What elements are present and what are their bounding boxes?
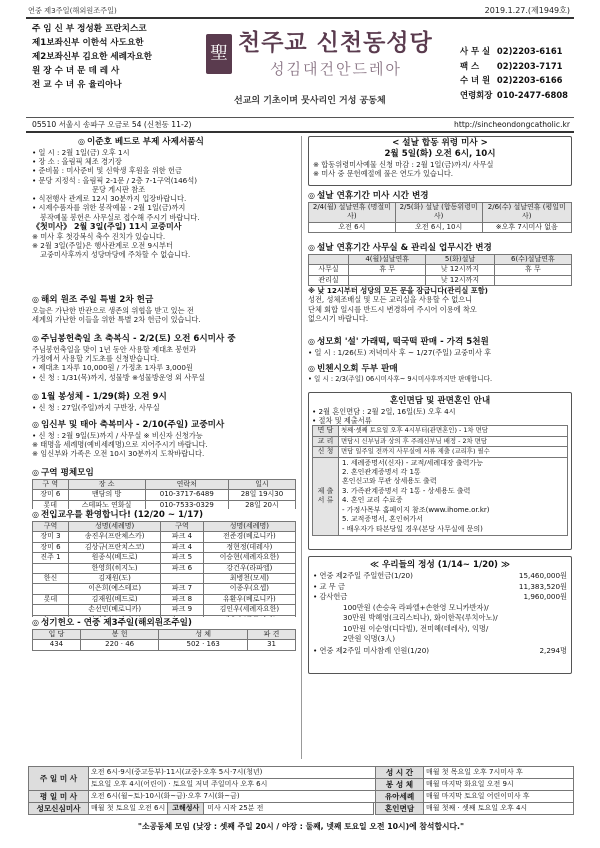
text-line: 단체 회합 일시를 반드시 변경하여 주시어 이용에 착오 [308,304,477,314]
table-cell: 220 · 46 [80,640,158,650]
table-row [29,791,574,803]
table-cell: 김재원(도) [69,574,161,584]
table-cell: 스테파노 연화실 [68,500,145,509]
table-row [33,605,296,615]
table-cell: 이승현(세례자요한) [203,553,295,563]
contact-value: 02)2203-7171 [496,60,563,71]
table-cell: 김상규(프란치스코) [69,542,161,552]
text-line: ※ 임신부와 가족은 오전 10시 30분까지 도착바랍니다. [32,449,205,459]
table-header: 입 당 [33,630,81,640]
contact-funeral [460,88,600,103]
doc-line: 2. 혼인관계증명서 각 1통 [342,468,421,477]
offering-item: • 감사헌금 1,960,000원 [313,592,567,601]
table-cell: 강건우(라파엘) [203,563,295,573]
schedule-label: 성모신심미사 [29,803,89,815]
clergy-line: 제2보좌신부 김요한 세례자요한 [32,52,152,62]
office-hours-table [308,254,572,286]
table-cell: 유환우(베로니카) [203,594,295,604]
table-cell: 오전 6시, 10시 [395,222,482,232]
contact-label: 사 무 실 [460,46,491,56]
table-cell: 휴 무 [349,265,426,275]
contact-label: 연령회장 [460,89,493,100]
text-line: 세계의 가난한 이들을 위한 특별 2차 헌금이 있습니다. [32,315,201,325]
text-line: 성전, 성체조배실 및 모든 교리실을 사용할 수 없으니 [308,295,473,305]
table-cell: 오전 6시 [309,222,396,232]
schedule-value: 오전 6시(월~토)·10시(화~금)·오후 7시(화~금) [89,791,376,803]
table-row [313,436,568,446]
table-header: 4(월)설날연휴 [349,255,426,265]
section-title: ◎ 전입교우를 환영합니다! (12/20 ~ 1/17) [32,510,204,520]
clergy-line: 제1보좌신부 이한석 사도요한 [32,38,144,48]
table-cell: 김인우(세례자요한) [203,605,295,615]
table-cell: 진주 1 [33,553,69,563]
section-marriage [308,392,572,550]
text-line: • 식전행사 관계로 12시 30분까지 입장바랍니다. [32,194,187,204]
schedule-label: 성 시 간 [376,767,424,779]
section-memorial-mass [308,136,572,186]
bullet-icon: ◎ [78,137,85,146]
table-row [29,767,574,779]
table-cell: 이은희(예스테르) [69,584,161,594]
top-rule [26,17,574,19]
mass-schedule [28,766,574,832]
text-line: ※ 2월 3일(주일)은 행사관계로 오전 9시부터 [32,241,173,251]
table-cell: 장미 6 [33,490,69,500]
contact-convent [460,73,600,88]
table-header: 신 청 [313,447,339,457]
motto: 선교의 기초이며 뭇사리인 거성 공동체 [234,96,386,106]
section-overseas-aid [32,294,296,333]
section-title: ◎ 주님봉헌축일 초 축복식 - 2/2(토) 오전 6시미사 중 [32,334,236,344]
section-office-hours [308,242,572,336]
schedule-value: 매월 첫째 · 셋째 토요일 오후 4시 [424,803,574,815]
text-line: 주님봉헌축일을 맞이 1년 동안 사용할 제대초 봉헌과 [32,345,197,354]
table-cell: 파크 6 [161,563,203,573]
doc-line: 5. 교적증명서, 혼인허가서 [342,515,423,524]
table-header: 제 출 서 류 [313,457,339,535]
offering-item: • 연중 제2주일 미사참례 인원(1/20) 2,294명 [313,645,567,655]
header-rule [26,131,574,133]
schedule-value: 매월 마지막 화요일 오전 9시 [424,779,574,791]
contact-fax [460,59,600,74]
table-row [33,584,296,594]
schedule-value: 매월 첫 목요일 오후 7시미사 후 [424,767,574,779]
table-row [33,594,296,604]
table-row [313,457,568,535]
table-header: 6(수)설날연휴 [494,255,571,265]
memorial-date: 2월 5일(화) 오전 6시, 10시 [384,149,496,159]
holiday-mass-table [308,202,572,233]
text-line: • 장 소 : 올림픽 체조 경기장 [32,157,122,167]
address: 05510 서울시 송파구 오금로 54 (신천동 11-2) [32,120,192,129]
table-row [33,563,296,573]
text-line: 10만원 이순영(디다빌), 전미혜(데레사), 익명/ [343,623,489,633]
table-header: 구 역 [33,480,69,490]
website-link[interactable]: http://sincheondongcatholic.kr [454,120,570,129]
table-cell: 관리실 [309,275,349,285]
text-line: • 신 청 : 2월 9일(토)까지 / 사무실 ※ 비신자 신청가능 [32,431,203,440]
text-line: 교중미사후까지 성당마당에 주차할 수 없습니다. [40,250,191,260]
table-row [29,779,574,791]
table-header: 성명(세례명) [203,522,295,532]
week-label: 연중 제3주일(해외원조주일) [28,6,117,15]
table-cell: 맨담의 방 [68,490,145,500]
table-row [29,803,574,815]
table-cell: 손선민(베로니카) [69,605,161,615]
table-header: 2/4(월) 설날연휴 (명절미사) [309,203,396,223]
table-header: 구역 [33,522,69,532]
table-cell: 첫째·셋째 토요일 오후 4시부터(관면혼인) - 1차 면담 [339,426,568,436]
mass-schedule-table [28,766,574,815]
text-line: • 일 시 : 1/26(토) 저녁미사 후 ~ 1/27(주일) 교중미사 후 [308,348,492,357]
table-row [33,640,296,650]
table-cell: 한영희(히지노) [69,563,161,573]
text-line: ※ 미사 중 문헌예절에 풀은 연도가 있습니다. [313,169,454,179]
section-title: ◎ 구역 평체모임 [32,468,94,478]
doc-line: 1. 세례증명서(신자) - 교적/세례대장 출력가능 [342,458,483,467]
table-row [33,500,296,509]
table-cell [339,457,568,535]
bullet-icon: ◎ [308,191,315,200]
text-line: • 절차 및 제출서류 [312,416,372,426]
text-line: 봉작예물 봉헌은 사무실로 접수해 주시기 바랍니다. [40,212,200,222]
clergy-line: 원 장 수 녀 문 데 레 사 [32,66,120,76]
contact-label: 수 녀 원 [460,75,491,86]
schedule-value: 오전 6시·9시(중고등부)·11시(교중)·오후 5시·7시(청년) [89,767,376,779]
parish-sub: 성김대건안드레아 [270,60,402,78]
clergy-list [32,22,202,92]
section-title: ◎ 설날 연휴기간 미사 시간 변경 [308,191,429,201]
schedule-label: 혼인면담 [376,803,424,815]
table-cell: 사무실 [309,265,349,275]
bullet-icon: ◎ [32,392,39,401]
text-line: • 시제수품자를 위한 봉작예물 - 2월 1일(금)까지 [32,203,186,213]
section-offerings [308,556,572,674]
table-row [33,532,296,542]
table-cell [494,275,571,285]
table-cell: 파크 4 [161,542,203,552]
footer-note: "소공동체 모임 (낮장 : 셋째 주일 20시 / 야장 : 둘째, 넷째 토요일 오전 10시)에 참석합시다." [137,822,465,831]
contact-value: 02)2203-6166 [496,75,563,86]
section-district-meeting [32,467,296,509]
table-cell: 면담 일주일 전까지 사무실에 서류 제출 (교리후) 필수 [339,447,568,457]
schedule-label: 평 일 미 사 [29,791,89,803]
memorial-title: < 설날 합동 위령 미사 > [392,138,488,148]
text-line: • 신 청 : 27일(주일)까지 구반장, 사무실 [32,403,160,412]
section-ordination [32,136,296,294]
table-cell: 롯데 [33,594,69,604]
table-header: 구역 [161,522,203,532]
text-line: • 2월 혼인면담 : 2월 2일, 16일(토) 오후 4시 [312,407,456,416]
address-rule [26,117,574,118]
text-line: 문당 게시판 참조 [92,184,146,194]
table-cell: 휴 무 [494,265,571,275]
schedule-label: 고해성사 [167,803,204,814]
table-cell [33,563,69,573]
section-rice-cake-sale [308,336,572,363]
table-cell: 파크 5 [161,553,203,563]
doc-line: - 배우자가 타본당일 경우(본당 사무실에 문의) [342,524,483,533]
schedule-value [89,803,374,815]
table-cell: ※오후 7시미사 없음 [482,222,571,232]
offering-item: • 교 무 금 11,383,520원 [313,581,567,591]
table-cell: 최병천(모세) [203,574,295,584]
table-header: 일시 [228,480,295,490]
table-header-row [33,480,296,490]
text-line: 가정에서 사용할 기도초를 신청받습니다. [32,354,160,364]
table-cell: 502 · 163 [159,640,248,650]
logo-glyph: 聖 [210,43,228,64]
section-communion-visit [32,391,296,419]
schedule-value: 매월 첫 토요일 오전 6시 [91,804,166,812]
table-cell: 파크 4 [161,532,203,542]
table-header [309,255,349,265]
table-cell: 434 [33,640,81,650]
text-line: ※ 태명을 세례명(예비세례명)으로 지어주시기 바랍니다. [32,440,208,450]
table-cell: 28일 19시30 [228,490,295,500]
offerings-title: ≪ 우리들의 정성 (1/14~ 1/20) ≫ [370,560,510,570]
table-header: 파 견 [248,630,296,640]
table-cell: 낮 12시까지 [426,265,494,275]
table-row [33,574,296,584]
contact-value: 010-2477-6808 [496,89,568,100]
text-line: ※ 미사 후 첫강복식 축수 진치가 있습니다. [32,231,166,241]
table-row [33,553,296,563]
doc-line: - 가정사목부 홈페이지 참조(www.ihome.or.kr) [342,505,490,514]
table-row [309,222,572,232]
text-line: • 문당 지정석 : 올림픽 2-1문 / 2층 7-1구역(146석) [32,175,198,185]
table-header-row [309,203,572,223]
table-cell: 송진우(프란체스카) [69,532,161,542]
table-cell: 김재원(베드로) [69,594,161,604]
table-header: 면 담 [313,426,339,436]
table-cell [33,605,69,615]
section-candle-blessing [32,333,296,391]
schedule-value: 매월 마지막 토요일 어린이미사 후 [424,791,574,803]
text-line: 2만원 익명(3人) [343,634,395,643]
new-members-table [32,521,296,617]
table-row [33,542,296,552]
table-cell: 이종우(요셉) [203,584,295,594]
doc-line: 4. 혼인 교리 수료증 [342,496,403,505]
parish-logo [206,34,232,74]
table-cell: 장미 6 [33,542,69,552]
section-title: ◎ 임신부 및 태아 축복미사 - 2/10(주일) 교중미사 [32,420,225,430]
text-line: 30만원 박혜영(크리스티나), 화이한꼭(루치아노)/ [343,613,498,622]
text-line: • 일 시 : 2월 1일(금) 오후 1시 [32,148,130,157]
district-meeting-table [32,479,296,509]
table-cell: 전준경(베로니카) [203,532,295,542]
column-divider [301,136,302,759]
text-line: 《첫미사》 2월 3일(주일) 11시 교중미사 [32,221,182,231]
section-title: ◎ 성모회 '설' 가래떡, 떡국떡 판매 - 가격 5천원 [308,337,489,347]
table-header: 성명(세례명) [69,522,161,532]
offering-item: • 연중 제2주일 주일헌금(1/20) 15,460,000원 [313,571,567,580]
table-row [313,426,568,436]
text-line: ※ 합동위령미사예물 신청 마감 : 2월 1일(금)까지/ 사무실 [313,160,494,169]
schedule-value: 토요일 오후 4시(어린이) · 토요일 저녁 주일미사 오후 6시 [89,779,376,791]
text-line: 오늘은 가난한 반관으로 생존의 위협을 받고 있는 전 [32,306,194,315]
table-cell: 정현정(데레사) [203,542,295,552]
schedule-value: 미사 시작 25분 전 [207,804,264,812]
doc-line: 혼인신고와 무관 상세용도 출력 [342,477,437,486]
table-header-row [309,255,572,265]
contact-label: 팩 스 [460,60,480,71]
section-title: ◎ 설날 연휴기간 사무실 & 관리실 업무시간 변경 [308,243,492,253]
bullet-icon: ◎ [32,468,39,477]
table-cell: 파크 9 [161,605,203,615]
table-cell [161,574,203,584]
text-line: • 준비물 : 미사준비 및 신학생 후원을 위한 헌금 [32,166,182,176]
marriage-title: 혼인면담 및 관면혼인 안내 [389,396,491,406]
bullet-icon: ◎ [308,243,315,252]
bullet-icon: ◎ [32,295,39,304]
table-header-row [33,522,296,532]
section-title: ◎ 해외 원조 주일 특별 2차 헌금 [32,295,154,305]
section-title: ◎ 1월 봉성체 - 1/29(화) 오전 9시 [32,392,167,402]
table-header: 5(화)설날 [426,255,494,265]
section-title: ◎ 빈첸시오회 두부 판매 [308,364,398,374]
schedule-label: 주 일 미 사 [29,767,89,791]
table-header: 봉 헌 [80,630,158,640]
contact-list [460,44,600,102]
bullet-icon: ◎ [32,334,39,343]
table-header-row [33,630,296,640]
text-line: ※ 낮 12시부터 성당의 모든 문을 잠급니다(관리실 포함) [308,286,488,296]
bullet-icon: ◎ [308,337,315,346]
section-title: ◎ 이준호 베드로 부제 사제서품식 [78,137,204,147]
table-cell: 낮 12시까지 [426,275,494,285]
table-cell: 010-7533-0329 [145,500,228,509]
table-cell: 면담시 신부님과 상의 후 주례신부님 배정 - 2차 면담 [339,436,568,446]
contact-office [460,44,600,59]
table-cell: 파크 8 [161,594,203,604]
section-holiday-mass [308,190,572,242]
section-title: ◎ 성기헌오 - 연중 제3주일(해외원조주일) [32,618,192,628]
contact-value: 02)2203-6161 [496,46,563,56]
bullet-icon: ◎ [308,364,315,373]
section-new-members [32,509,296,617]
marriage-table [312,425,568,535]
table-header: 2/5(화) 설날 (합동위령미사) [395,203,482,223]
table-header: 장 소 [68,480,145,490]
doc-line: 3. 가족관계증명서 각 1통 - 상세용도 출력 [342,486,471,495]
table-row [313,447,568,457]
table-header: 연락처 [145,480,228,490]
table-cell: 롯데 [33,500,69,509]
table-row [309,265,572,275]
table-row [309,275,572,285]
table-cell [33,584,69,594]
table-row [33,490,296,500]
table-header: 교 리 [313,436,339,446]
text-line: 없으시기 바랍니다. [308,313,369,323]
text-line: • 신 청 : 1/31(목)까지, 성물방 ※성물방운영 외 사무실 [32,372,206,382]
table-cell: 28일 20시 [228,500,295,509]
section-pregnancy-blessing [32,419,296,467]
bullet-icon: ◎ [32,618,39,627]
clergy-line: 전 교 수 녀 유 율리아나 [32,80,122,90]
bullet-icon: ◎ [32,510,39,519]
right-column [308,136,572,674]
clergy-line: 주 임 신 부 정성환 프란치스코 [32,24,147,34]
bullet-icon: ◎ [32,420,39,429]
table-header: 성 체 [159,630,248,640]
issue-date: 2019.1.27.(제1949호) [484,6,570,15]
table-header: 2/6(수) 설날연휴 (평일미사) [482,203,571,223]
table-cell: 원종식(베드로) [69,553,161,563]
table-cell: 한신 [33,574,69,584]
text-line: 100만원 (손승옥 라파엘+손한영 모니카반자)/ [343,602,489,612]
table-cell: 010-3717-6489 [145,490,228,500]
text-line: • 제대초 1자루 10,000원 / 가정초 1자루 3,000원 [32,363,193,373]
text-line: • 일 시 : 2/3(주일) 06시미사후~ 9시미사후까지만 판매합니다. [308,375,493,383]
hymn-table [32,629,296,651]
schedule-label: 봉 성 체 [376,779,424,791]
table-cell: 파크 7 [161,584,203,594]
section-tofu-sale [308,363,572,392]
table-cell: 장미 3 [33,532,69,542]
schedule-label: 유아세례 [376,791,424,803]
table-cell: 31 [248,640,296,650]
table-cell [349,275,426,285]
left-column [32,136,296,651]
section-hymns [32,617,296,651]
parish-name: 천주교 신천동성당 [238,30,433,56]
